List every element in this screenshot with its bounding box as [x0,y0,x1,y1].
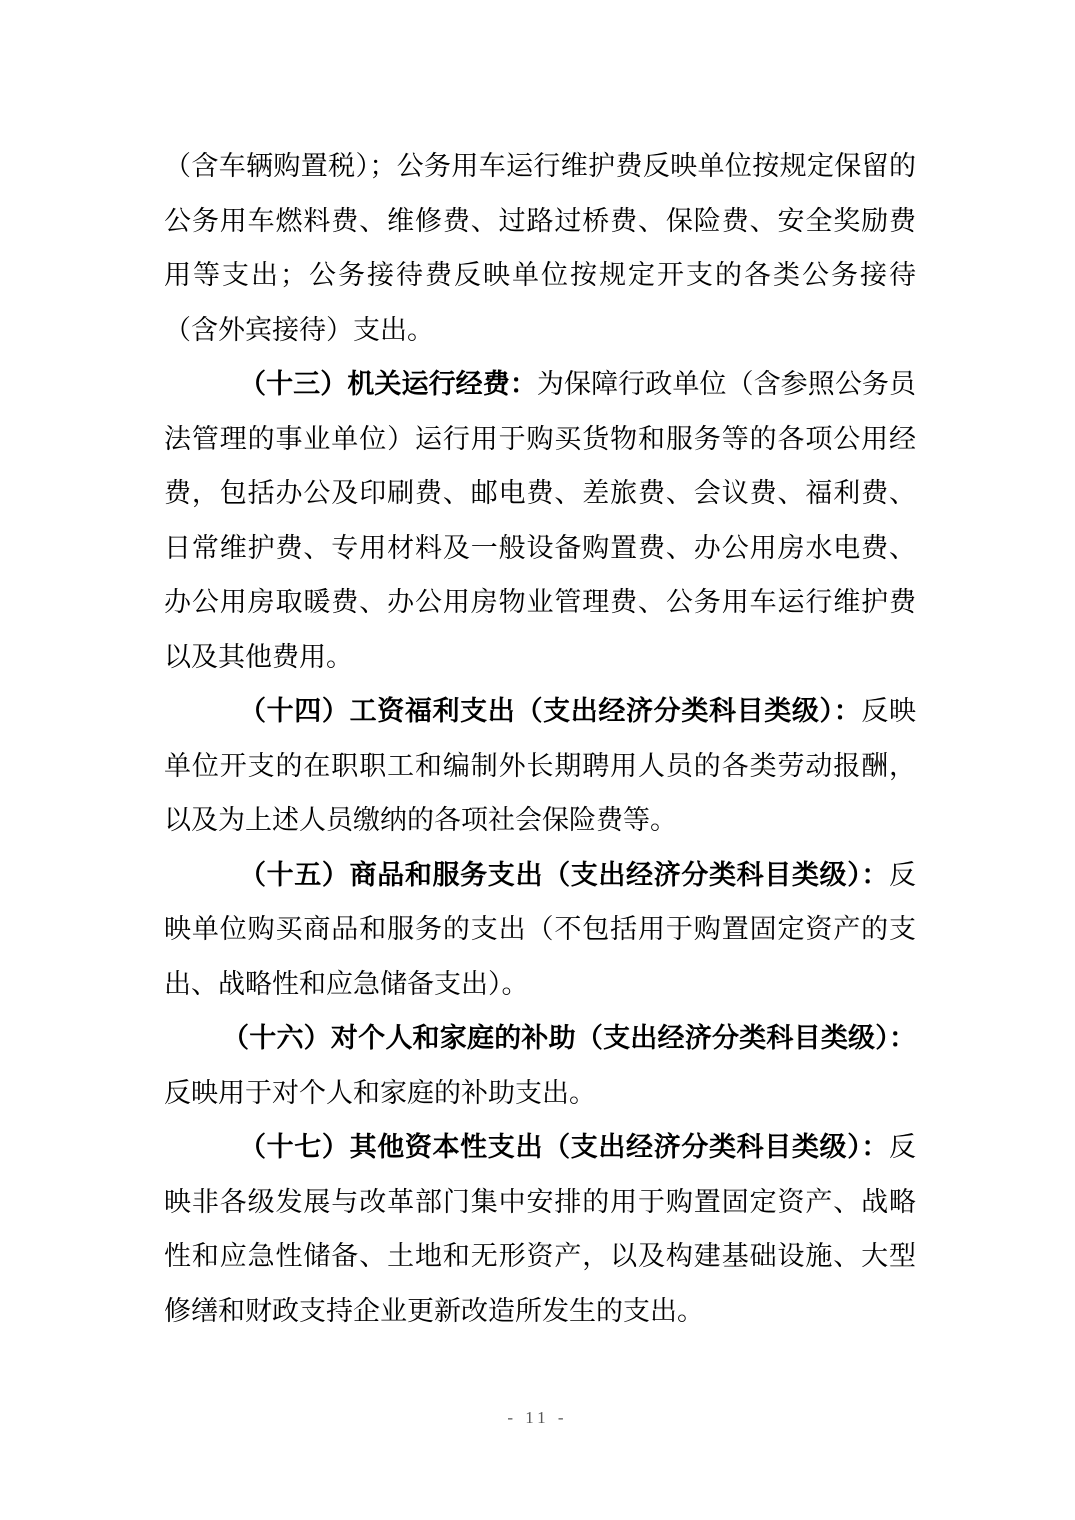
paragraph-section-14 [164,685,916,849]
paragraph-text: 为保障行政单位（含参照公务员法管理的事业单位）运行用于购买货物和服务等的各项公用经费，包括办公及印刷费、邮电费、差旅费、会议费、福利费、日常维护费、专用材料及一般设备购置费、办公用房水电费、办公用房取暖费、办公用房物业管理费、公务用车运行维护费以及其他费用。 [164,369,917,673]
section-heading: （十七）其他资本性支出（支出经济分类科目类级）： [239,1132,889,1163]
section-heading: （十三）机关运行经费： [239,369,537,400]
page-number: - 11 - [507,1408,568,1427]
paragraph-section-15 [164,849,916,1013]
paragraph-section-17 [164,1121,916,1339]
section-heading: （十四）工资福利支出（支出经济分类科目类级）： [239,696,862,727]
paragraph-continuation [164,140,916,358]
paragraph-text: 反映非各级发展与改革部门集中安排的用于购置固定资产、战略性和应急性储备、土地和无形资产，以及构建基础设施、大型修缮和财政支持企业更新改造所发生的支出。 [164,1132,916,1327]
paragraph-section-16 [164,1012,916,1121]
section-heading: （十六）对个人和家庭的补助（支出经济分类科目类级）： [222,1023,916,1054]
paragraph-section-13 [164,358,916,685]
paragraph-text: （含车辆购置税）；公务用车运行维护费反映单位按规定保留的公务用车燃料费、维修费、过路过桥费、保险费、安全奖励费用等支出；公务接待费反映单位按规定开支的各类公务接待（含外宾接待）支出。 [164,151,916,346]
paragraph-text: 反映单位购买商品和服务的支出（不包括用于购置固定资产的支出、战略性和应急储备支出）。 [164,859,916,1000]
paragraph-text: 反映用于对个人和家庭的补助支出。 [164,1077,596,1109]
document-body [164,140,916,1339]
paragraph-text: 反映单位开支的在职职工和编制外长期聘用人员的各类劳动报酬，以及为上述人员缴纳的各项社会保险费等。 [164,696,917,836]
section-heading: （十五）商品和服务支出（支出经济分类科目类级）： [239,859,889,891]
